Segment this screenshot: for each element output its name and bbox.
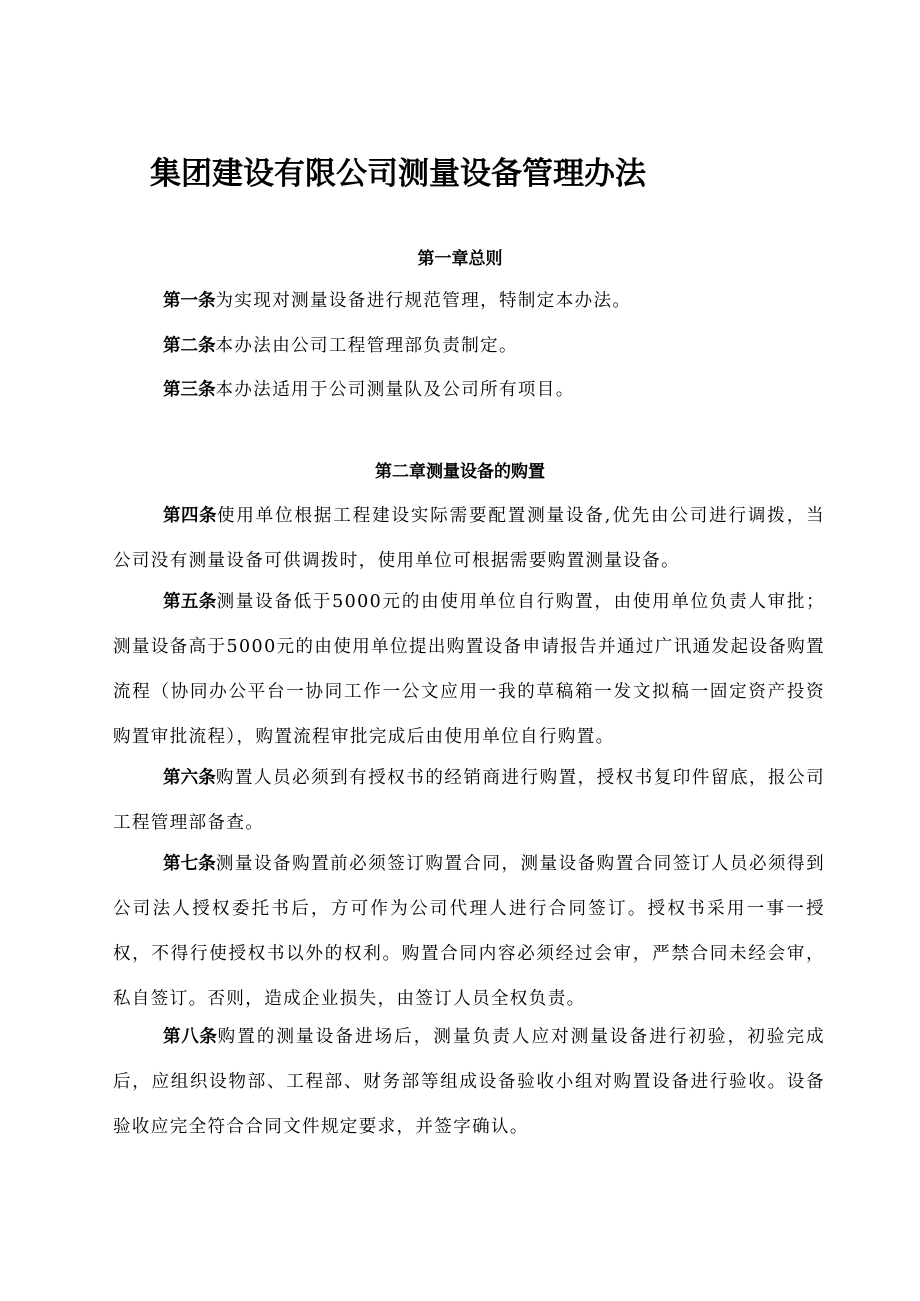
chapter-1-title: 第一章总则 (417, 249, 503, 269)
article-7 (113, 842, 825, 1022)
article-2 (113, 324, 825, 369)
article-label: 第三条 (163, 380, 216, 400)
article-text: 本办法由公司工程管理部负责制定。 (215, 336, 518, 356)
article-8 (113, 1015, 825, 1150)
article-6 (113, 756, 825, 846)
article-3 (113, 368, 825, 413)
article-label: 第七条 (163, 854, 216, 874)
article-label: 第四条 (163, 506, 217, 526)
article-1 (113, 279, 825, 324)
article-text: 为实现对测量设备进行规范管理，特制定本办法。 (215, 291, 632, 311)
article-text: 使用单位根据工程建设实际需要配置测量设备,优先由公司进行调拨，当公司没有测量设备可供调拨时，使用单位可根据需要购置测量设备。 (113, 506, 825, 571)
article-label: 第二条 (163, 336, 216, 356)
article-5 (113, 580, 825, 760)
document-title: 集团建设有限公司测量设备管理办法 (150, 156, 646, 192)
article-label: 第六条 (163, 768, 216, 788)
article-text: 测量设备低于5000元的由使用单位自行购置，由使用单位负责人审批；测量设备高于5000元的由使用单位提出购置设备申请报告并通过广讯通发起设备购置流程（协同办公平台一协同工作一公文应用一我的草稿箱一发文拟稿一固定资产投资购置审批流程），购置流程审批完成后由使用单位自行购置。 (113, 592, 826, 747)
article-text: 本办法适用于公司测量队及公司所有项目。 (215, 380, 575, 400)
article-text: 购置的测量设备进场后，测量负责人应对测量设备进行初验，初验完成后，应组织设物部、工程部、财务部等组成设备验收小组对购置设备进行验收。设备验收应完全符合合同文件规定要求，并签字确认。 (113, 1027, 826, 1137)
article-text: 测量设备购置前必须签订购置合同，测量设备购置合同签订人员必须得到公司法人授权委托书后，方可作为公司代理人进行合同签订。授权书采用一事一授权，不得行使授权书以外的权利。购置合同内容必须经过会审，严禁合同未经会审，私自签订。否则，造成企业损失，由签订人员全权负责。 (113, 854, 825, 1009)
chapter-2-title: 第二章测量设备的购置 (375, 462, 545, 482)
article-text: 购置人员必须到有授权书的经销商进行购置，授权书复印件留底，报公司工程管理部备查。 (113, 768, 825, 833)
article-label: 第八条 (163, 1027, 218, 1047)
article-label: 第一条 (163, 291, 216, 311)
article-4 (113, 494, 825, 584)
article-label: 第五条 (163, 592, 217, 612)
